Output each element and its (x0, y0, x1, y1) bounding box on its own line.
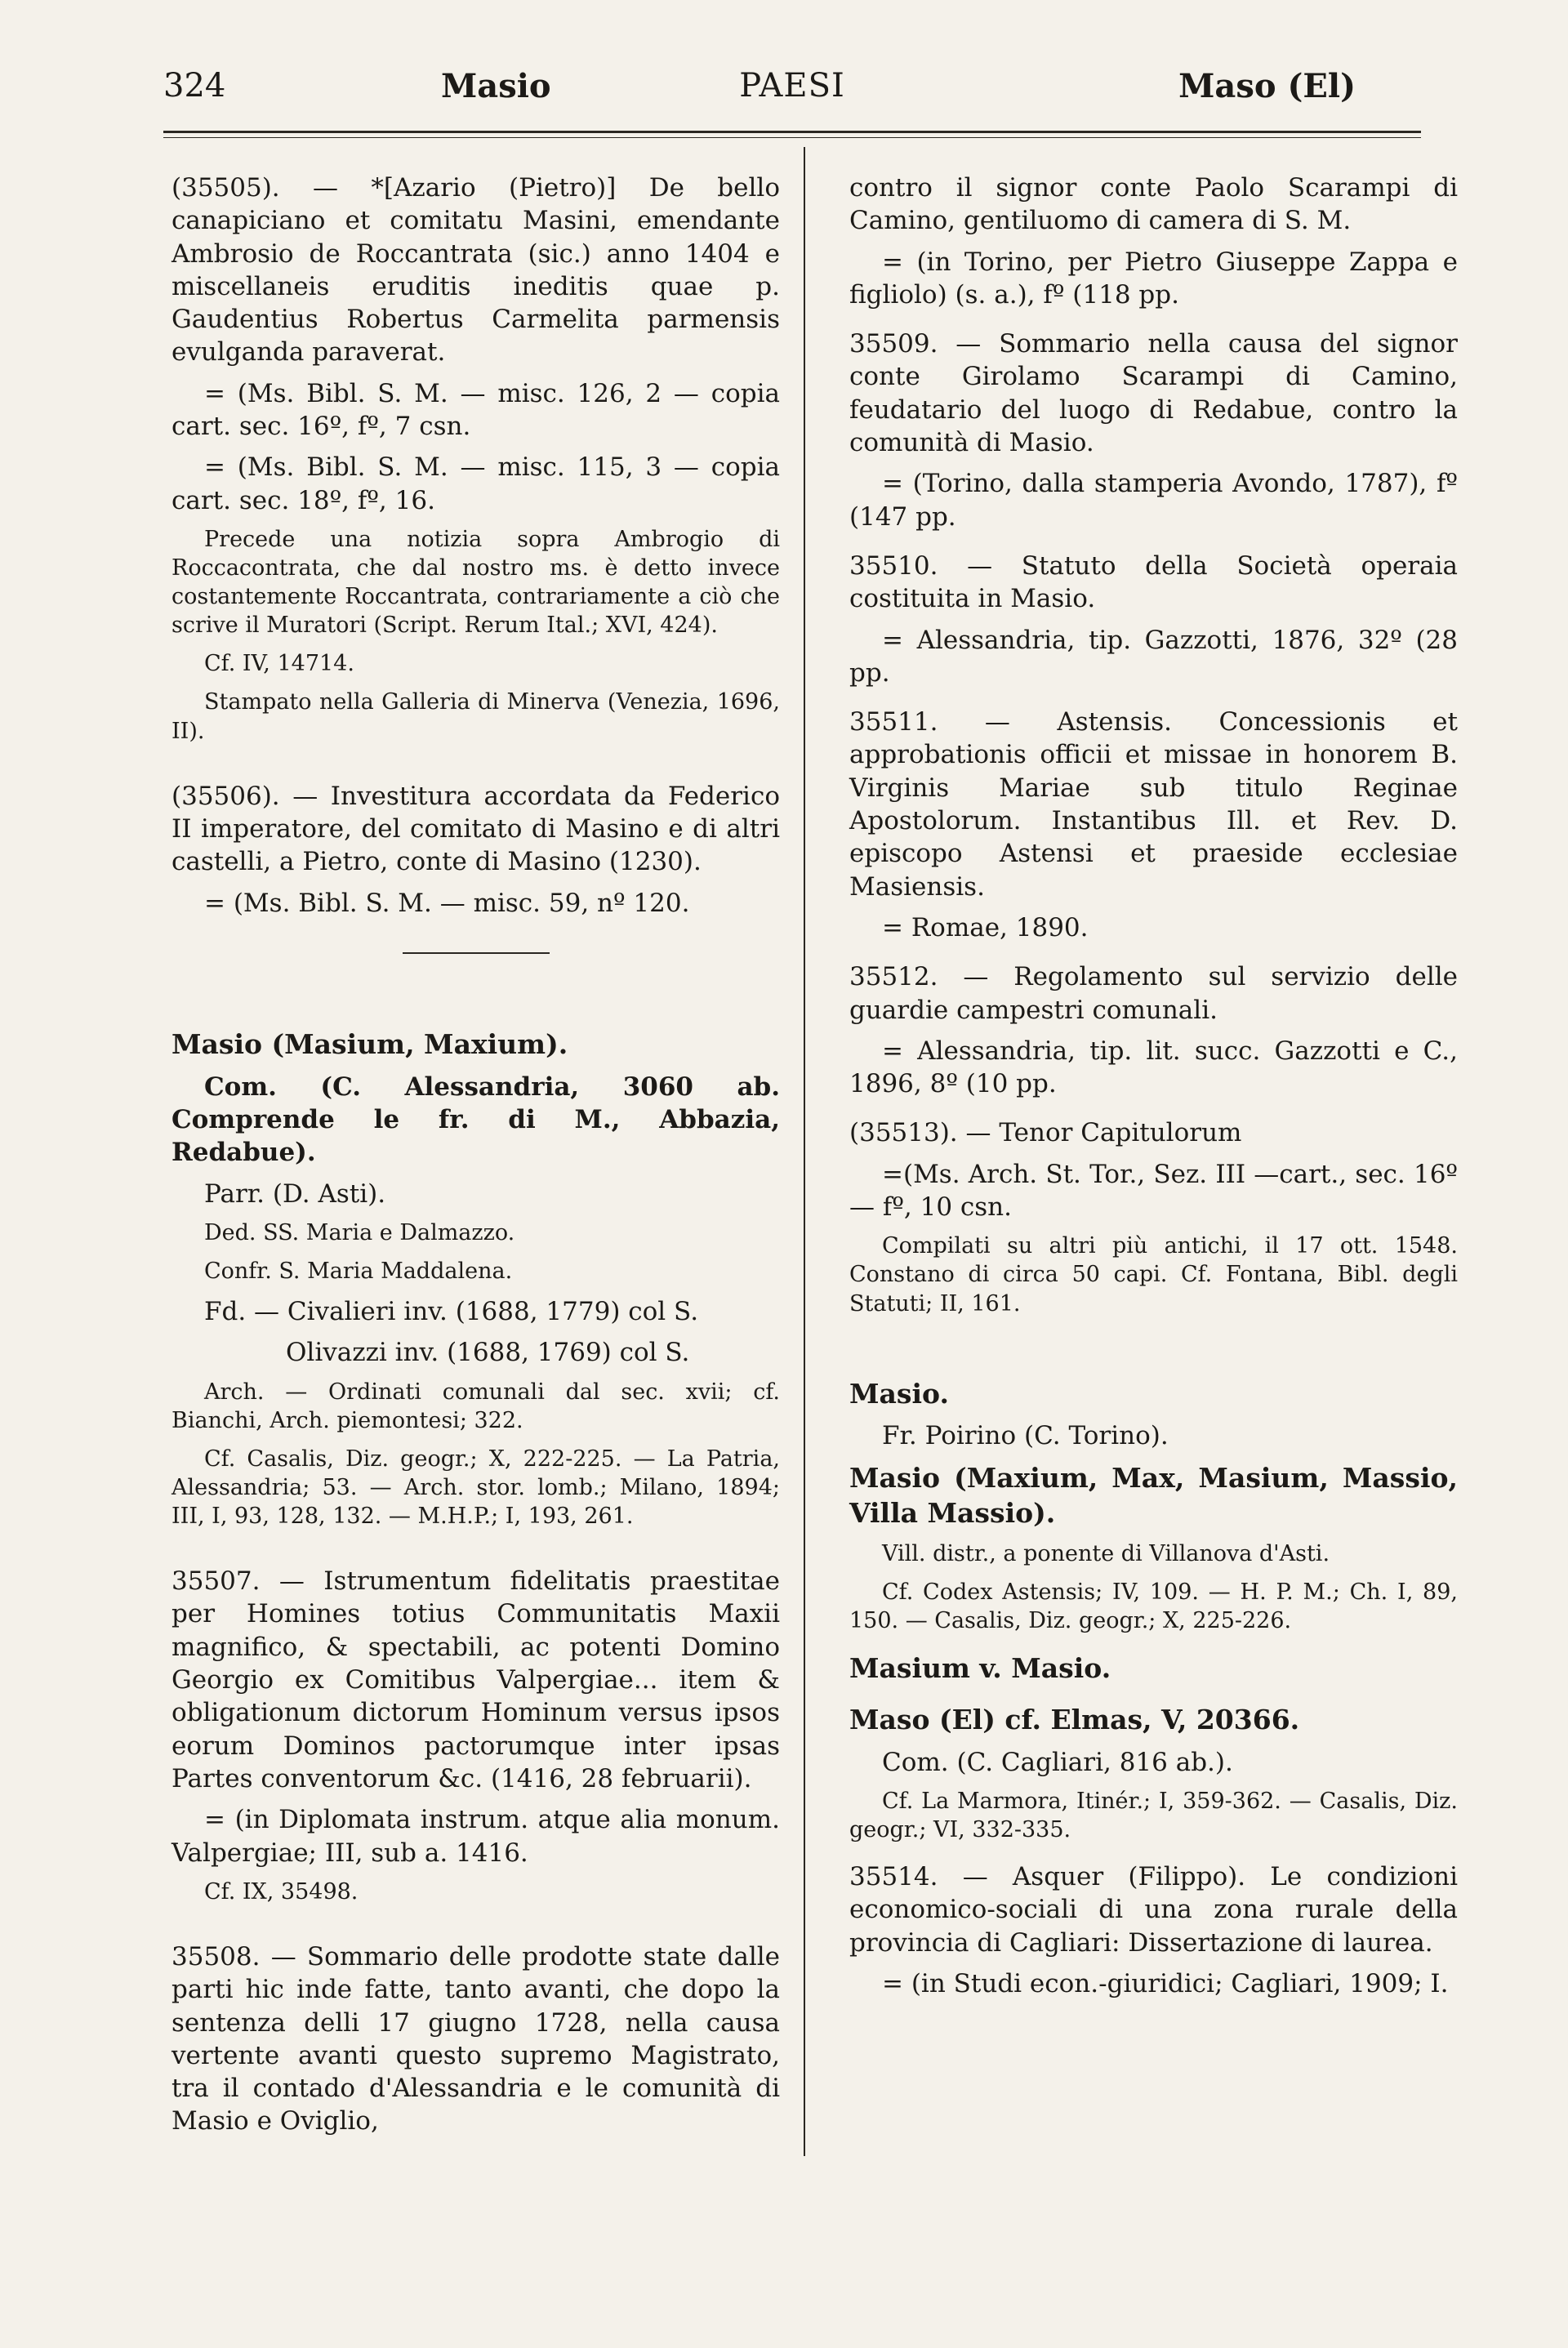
masio-fd1: Fd. — Civalieri inv. (1688, 1779) col S. (204, 1297, 699, 1327)
entry-35505-note: Precede una notizia sopra Ambrogio di Roccacontrata, che dal nostro ms. è detto invece costantemente Roccantrata, contrariamente a ciò che scrive il Muratori (Script. Rerum Ital.; XVI, 424). (172, 526, 780, 639)
entry-35505-cf: Cf. IV, 14714. (204, 651, 354, 677)
maso-heading: Maso (El) cf. Elmas, V, 20366. (849, 1703, 1300, 1735)
masio-vill-heading: Masio (Maxium, Max, Masium, Massio, Villa Massio). (849, 1461, 1458, 1529)
column-divider (804, 147, 805, 2156)
header-center-title: PAESI (739, 67, 845, 105)
entry-35505: (35505). — *[Azario (Pietro)] De bello canapiciano et comitatu Masini, emendante Ambrosio de Roccantrata (sic.) anno 1404 e miscellaneis eruditis ineditis quae p. Gaudentius Robertus Carmelita parmensis evulganda paraverat. (172, 173, 780, 368)
header-rule-thin (163, 137, 1421, 138)
left-column (172, 172, 780, 2146)
masio-cf: Cf. Casalis, Diz. geogr.; X, 222-225. — La Patria, Alessandria; 53. — Arch. stor. lomb.; Milano, 1894; III, I, 93, 128, 132. — M.H.P.; I, 193, 261. (172, 1446, 780, 1530)
masio-heading: Masio (Masium, Maxium). (172, 1027, 568, 1060)
masio-vill-desc: Vill. distr., a ponente di Villanova d'Asti. (882, 1540, 1330, 1566)
header-left-title: Masio (441, 67, 551, 105)
entry-35507-cf: Cf. IX, 35498. (204, 1878, 359, 1905)
running-header (163, 67, 1421, 116)
entry-35510-ref: = Alessandria, tip. Gazzotti, 1876, 32º (28 pp. (849, 625, 1458, 688)
entry-35505-ref1: = (Ms. Bibl. S. M. — misc. 126, 2 — copia cart. sec. 16º, fº, 7 csn. (172, 378, 780, 442)
maso-com: Com. (C. Cagliari, 816 ab.). (882, 1747, 1233, 1777)
masio-ded: Ded. SS. Maria e Dalmazzo. (204, 1219, 515, 1245)
continuation-ref: = (in Torino, per Pietro Giuseppe Zappa e figliolo) (s. a.), fº (118 pp. (849, 247, 1458, 310)
entry-35513-note: Compilati su altri più antichi, il 17 ott. 1548. Constano di circa 50 capi. Cf. Fontana, Bibl. degli Statuti; II, 161. (849, 1233, 1458, 1317)
page-number: 324 (163, 67, 226, 105)
maso-cf: Cf. La Marmora, Itinér.; I, 359-362. — Casalis, Diz. geogr.; VI, 332-335. (849, 1788, 1458, 1843)
entry-35506: (35506). — Investitura accordata da Federico II imperatore, del comitato di Masino e di altri castelli, a Pietro, conte di Masino (1230). (172, 781, 780, 877)
entry-35514-ref: = (in Studi econ.-giuridici; Cagliari, 1909; I. (882, 1969, 1449, 1998)
entry-35510: 35510. — Statuto della Società operaia costituita in Masio. (849, 550, 1458, 614)
header-rule (163, 131, 1421, 133)
entry-35514: 35514. — Asquer (Filippo). Le condizioni economico-sociali di una zona rurale della provincia di Cagliari: Dissertazione di laurea. (849, 1862, 1458, 1958)
entry-35509: 35509. — Sommario nella causa del signor conte Girolamo Scarampi di Camino, feudatario del luogo di Redabue, contro la comunità di Masio. (849, 329, 1458, 458)
masio-com: Com. (C. Alessandria, 3060 ab. Comprende le fr. di M., Abbazia, Redabue). (172, 1072, 780, 1168)
header-right-title: Maso (El) (1178, 67, 1356, 105)
entry-35509-ref: = (Torino, dalla stamperia Avondo, 1787), fº (147 pp. (849, 469, 1458, 532)
entry-35513-ref: =(Ms. Arch. St. Tor., Sez. III —cart., sec. 16º — fº, 10 csn. (849, 1159, 1458, 1223)
masio-arch: Arch. — Ordinati comunali dal sec. xvii; cf. Bianchi, Arch. piemontesi; 322. (172, 1379, 780, 1433)
entry-35506-ref: = (Ms. Bibl. S. M. — misc. 59, nº 120. (204, 888, 690, 918)
continuation-text: contro il signor conte Paolo Scarampi di Camino, gentiluomo di camera di S. M. (849, 173, 1458, 236)
entry-35511: 35511. — Astensis. Concessionis et approbationis officii et missae in honorem B. Virginis Mariae sub titulo Reginae Apostolorum. Instantibus Ill. et Rev. D. episcopo Astensi et praeside ecclesiae Masiensis. (849, 707, 1458, 902)
entry-35512-ref: = Alessandria, tip. lit. succ. Gazzotti e C., 1896, 8º (10 pp. (849, 1036, 1458, 1099)
masio-parr: Parr. (D. Asti). (204, 1178, 386, 1209)
entry-35511-ref: = Romae, 1890. (882, 912, 1089, 942)
section-rule (403, 952, 550, 954)
entry-35507: 35507. — Istrumentum fidelitatis praestitae per Homines totius Communitatis Maxii magnifico, & spectabili, ac potenti Domino Georgio ex Comitibus Valpergiae... item & obligationum dictorum Hominum versus ipsos eorum Dominos pactorumque inter ipsas Partes conventorum &c. (1416, 28 februarii). (172, 1566, 780, 1793)
entry-35507-ref: = (in Diplomata instrum. atque alia monum. Valpergiae; III, sub a. 1416. (172, 1805, 780, 1868)
entry-35513: (35513). — Tenor Capitulorum (849, 1118, 1242, 1148)
right-column (849, 172, 1458, 2008)
entry-35508: 35508. — Sommario delle prodotte state dalle parti hic inde fatte, tanto avanti, che dopo la sentenza delli 17 giugno 1728, nella causa vertente avanti questo supremo Magistrato, tra il contado d'Alessandria e le comunità di Masio e Oviglio, (172, 1941, 780, 2136)
entry-35505-print: Stampato nella Galleria di Minerva (Venezia, 1696, II). (172, 689, 780, 744)
masium-heading: Masium v. Masio. (849, 1651, 1111, 1684)
entry-35505-ref2: = (Ms. Bibl. S. M. — misc. 115, 3 — copia cart. sec. 18º, fº, 16. (172, 452, 780, 515)
entry-35512: 35512. — Regolamento sul servizio delle guardie campestri comunali. (849, 962, 1458, 1025)
masio-vill-cf: Cf. Codex Astensis; IV, 109. — H. P. M.; Ch. I, 89, 150. — Casalis, Diz. geogr.; X, 225-226. (849, 1579, 1458, 1633)
masio-confr: Confr. S. Maria Maddalena. (204, 1258, 513, 1284)
masio-fd2: Olivazzi inv. (1688, 1769) col S. (286, 1338, 690, 1368)
masio-fr: Fr. Poirino (C. Torino). (882, 1421, 1169, 1451)
masio-fr-heading: Masio. (849, 1377, 949, 1410)
